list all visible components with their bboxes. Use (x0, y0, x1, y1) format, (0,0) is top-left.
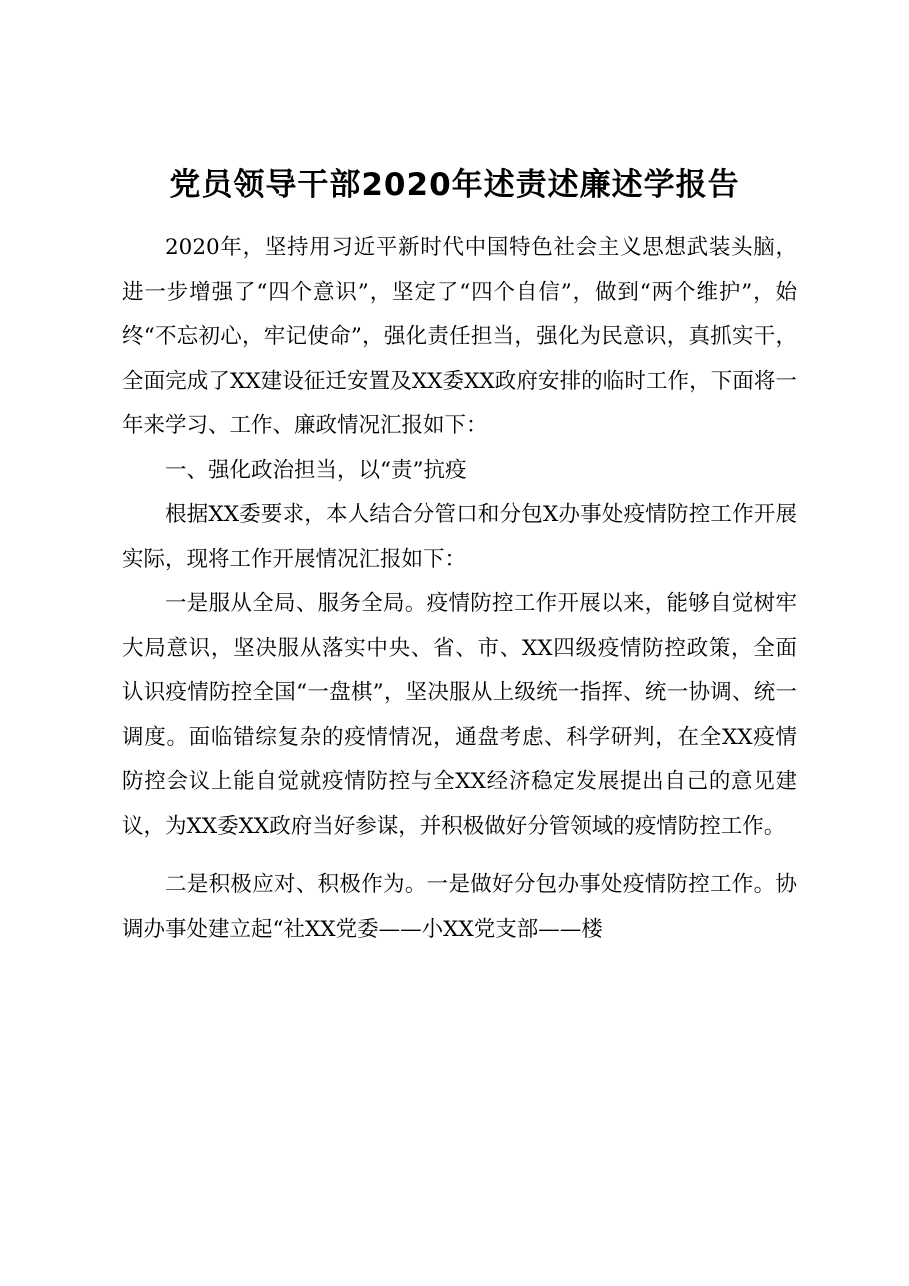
intro-paragraph: 2020年，坚持用习近平新时代中国特色社会主义思想武装头脑，进一步增强了“四个意识”，坚定了“四个自信”，做到“两个维护”，始终“不忘初心，牢记使命”，强化责任担当，强化为民意识，真抓实干，全面完成了XX建设征迁安置及XX委XX政府安排的临时工作，下面将一年来学习、工作、廉政情况汇报如下： (122, 235, 797, 438)
body-paragraph: 根据XX委要求，本人结合分管口和分包X办事处疫情防控工作开展实际，现将工作开展情况汇报如下： (122, 502, 797, 572)
section-heading: 一、强化政治担当，以“责”抗疫 (165, 457, 467, 483)
document-title: 党员领导干部2020年述责述廉述学报告 (169, 167, 740, 203)
document-body (122, 226, 797, 952)
body-paragraph: 一是服从全局、服务全局。疫情防控工作开展以来，能够自觉树牢大局意识，坚决服从落实中央、省、市、XX四级疫情防控政策，全面认识疫情防控全国“一盘棋”，坚决服从上级统一指挥、统一协调、统一调度。面临错综复杂的疫情情况，通盘考虑、科学研判，在全XX疫情防控会议上能自觉就疫情防控与全XX经济稳定发展提出自己的意见建议，为XX委XX政府当好参谋，并积极做好分管领域的疫情防控工作。 (122, 591, 797, 839)
body-paragraph: 二是积极应对、积极作为。一是做好分包办事处疫情防控工作。协调办事处建立起“社XX党委——小XX党支部——楼 (122, 872, 797, 942)
